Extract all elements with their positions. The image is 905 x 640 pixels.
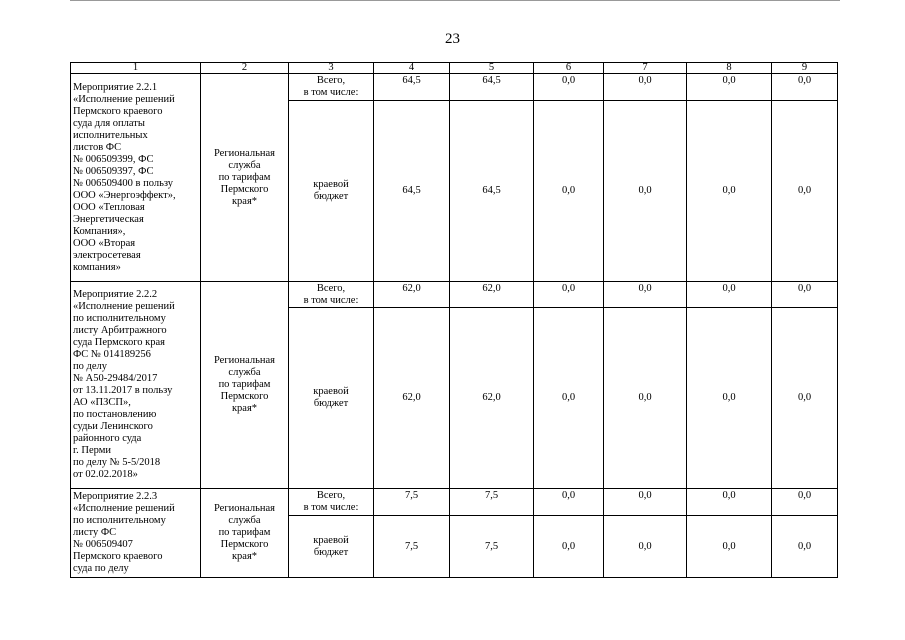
funding-source: краевой бюджет — [289, 101, 374, 282]
value-cell: 0,0 — [604, 489, 687, 516]
table-row — [71, 489, 838, 516]
value-cell: 0,0 — [772, 282, 838, 308]
value-cell: 0,0 — [687, 489, 772, 516]
measure-executor: Региональная служба по тарифам Пермского края* — [201, 489, 289, 578]
value-cell: 62,0 — [374, 308, 450, 489]
measure-executor: Региональная служба по тарифам Пермского края* — [201, 74, 289, 282]
value-cell: 0,0 — [687, 101, 772, 282]
table-row — [71, 74, 838, 101]
value-cell: 62,0 — [450, 282, 534, 308]
value-cell: 0,0 — [534, 101, 604, 282]
value-cell: 64,5 — [374, 101, 450, 282]
top-rule — [70, 0, 840, 1]
header-cell: 1 — [71, 63, 201, 74]
header-cell: 7 — [604, 63, 687, 74]
value-cell: 0,0 — [772, 308, 838, 489]
value-cell: 0,0 — [534, 516, 604, 578]
value-cell: 0,0 — [772, 516, 838, 578]
value-cell: 0,0 — [604, 282, 687, 308]
value-cell: 0,0 — [687, 516, 772, 578]
value-cell: 0,0 — [687, 74, 772, 101]
value-cell: 64,5 — [450, 101, 534, 282]
value-cell: 64,5 — [374, 74, 450, 101]
value-cell: 0,0 — [772, 74, 838, 101]
value-cell: 0,0 — [534, 489, 604, 516]
value-cell: 0,0 — [604, 516, 687, 578]
page-number: 23 — [445, 31, 460, 47]
value-cell: 0,0 — [687, 308, 772, 489]
value-cell: 7,5 — [450, 516, 534, 578]
measure-executor: Региональная служба по тарифам Пермского края* — [201, 282, 289, 489]
value-cell: 0,0 — [772, 489, 838, 516]
value-cell: 0,0 — [604, 308, 687, 489]
value-cell: 0,0 — [604, 101, 687, 282]
measure-description: Мероприятие 2.2.3 «Исполнение решений по исполнительному листу ФС № 006509407 Пермского краевого суда по делу — [71, 489, 201, 578]
value-cell: 62,0 — [374, 282, 450, 308]
header-cell: 3 — [289, 63, 374, 74]
header-cell: 9 — [772, 63, 838, 74]
header-cell: 2 — [201, 63, 289, 74]
value-cell: 0,0 — [534, 308, 604, 489]
value-cell: 7,5 — [374, 516, 450, 578]
header-cell: 6 — [534, 63, 604, 74]
header-row — [71, 63, 838, 74]
funding-source: Всего, в том числе: — [289, 74, 374, 101]
value-cell: 7,5 — [374, 489, 450, 516]
value-cell: 0,0 — [604, 74, 687, 101]
measure-description: Мероприятие 2.2.1 «Исполнение решений Пермского краевого суда для оплаты исполнительных листов ФС № 006509399, ФС № 006509397, ФС № 006509400 в пользу ООО «Энергоэффект», ООО «Тепловая Энергетическая Компания», ООО «Вторая электросетевая компания» — [71, 74, 201, 282]
value-cell: 0,0 — [687, 282, 772, 308]
value-cell: 64,5 — [450, 74, 534, 101]
table-row — [71, 282, 838, 308]
value-cell: 0,0 — [534, 282, 604, 308]
header-cell: 4 — [374, 63, 450, 74]
value-cell: 0,0 — [772, 101, 838, 282]
funding-source: краевой бюджет — [289, 308, 374, 489]
funding-source: Всего, в том числе: — [289, 489, 374, 516]
value-cell: 62,0 — [450, 308, 534, 489]
header-cell: 5 — [450, 63, 534, 74]
header-cell: 8 — [687, 63, 772, 74]
value-cell: 7,5 — [450, 489, 534, 516]
value-cell: 0,0 — [534, 74, 604, 101]
funding-source: краевой бюджет — [289, 516, 374, 578]
budget-table — [70, 62, 838, 578]
funding-source: Всего, в том числе: — [289, 282, 374, 308]
measure-description: Мероприятие 2.2.2 «Исполнение решений по исполнительному листу Арбитражного суда Пермского края ФС № 014189256 по делу № А50-29484/2017 от 13.11.2017 в пользу АО «ПЗСП», по постановлению судьи Ленинского районного суда г. Перми по делу № 5-5/2018 от 02.02.2018» — [71, 282, 201, 489]
